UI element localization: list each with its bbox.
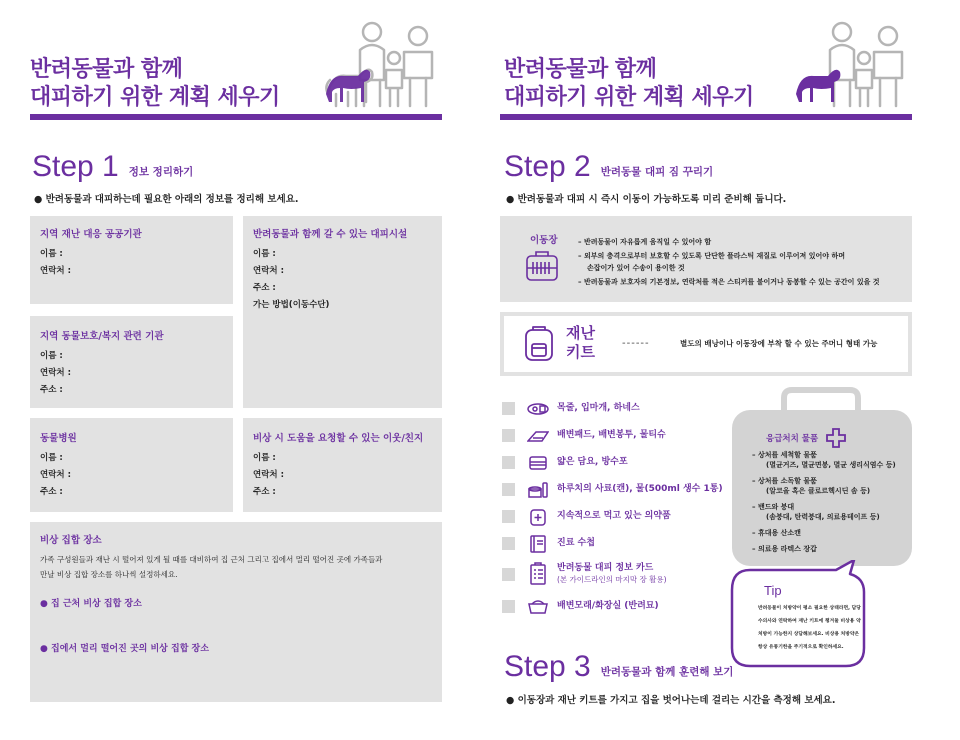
box-hospital-title: 동물병원 <box>40 433 77 444</box>
field-name: 이름 : <box>40 351 63 361</box>
step3-intro-text: 이동장과 재난 키트를 가지고 집을 벗어나는데 걸리는 시간을 측정해 보세요. <box>517 695 836 706</box>
kit-item-label: 목줄, 입마개, 하네스 <box>557 403 640 413</box>
field-address: 주소 : <box>40 487 63 497</box>
kit-item-label: 진료 수첩 <box>557 538 595 548</box>
box-neighbor[interactable] <box>243 418 442 512</box>
kit-item[interactable] <box>502 395 723 422</box>
step1-intro-text: 반려동물과 대피하는데 필요한 아래의 정보를 정리해 보세요. <box>45 194 299 205</box>
firstaid-item: – 상처를 소독할 물품 <box>752 477 817 485</box>
step1-word: Step 1 <box>32 150 119 183</box>
box-neighbor-title: 비상 시 도움을 요청할 수 있는 이웃/친지 <box>253 433 424 444</box>
firstaid-item: – 휴대용 산소캔 <box>752 529 801 537</box>
box-shelter-title: 반려동물과 함께 갈 수 있는 대피시설 <box>253 229 408 240</box>
left-page-title <box>30 56 280 112</box>
medical-cross-icon <box>826 428 846 448</box>
step1-intro: ● 반려동물과 대피하는데 필요한 아래의 정보를 정리해 보세요. <box>34 194 299 205</box>
carrier-icon <box>524 248 560 284</box>
notebook-icon <box>527 535 549 553</box>
field-contact: 연락처 : <box>253 470 284 480</box>
backpack-icon <box>522 324 556 362</box>
right-title-line2: 대피하기 위한 계획 세우기 <box>504 85 754 110</box>
meeting-desc-line2: 만날 비상 집합 장소를 하나씩 설정하세요. <box>40 570 178 579</box>
meeting-near-label: 집 근처 비상 집합 장소 <box>51 599 142 609</box>
firstaid-header <box>766 428 846 448</box>
checkbox[interactable] <box>502 402 515 415</box>
kit-item[interactable] <box>502 530 723 557</box>
field-name: 이름 : <box>40 453 63 463</box>
box-shelter[interactable] <box>243 216 442 408</box>
firstaid-item: – 상처를 세척할 물품 <box>752 451 817 459</box>
kit-label-line2: 키트 <box>566 343 595 361</box>
step2-intro-text: 반려동물과 대피 시 즉시 이동이 가능하도록 미리 준비해 둡니다. <box>517 194 787 205</box>
step3-word: Step 3 <box>504 650 591 683</box>
checkbox[interactable] <box>502 429 515 442</box>
box-carrier <box>500 216 912 302</box>
step3-heading <box>504 650 733 684</box>
carrier-point: 외부의 충격으로부터 보호할 수 있도록 단단한 플라스틱 재질로 이루어져 있어야 하며 <box>583 252 845 260</box>
kit-item[interactable] <box>502 557 723 591</box>
collar-icon <box>527 400 549 418</box>
left-title-line2: 대피하기 위한 계획 세우기 <box>30 85 280 110</box>
step2-heading <box>504 150 713 184</box>
box-meeting-place[interactable] <box>30 522 442 702</box>
field-contact: 연락처 : <box>40 368 71 378</box>
field-name: 이름 : <box>253 249 276 259</box>
kit-item[interactable] <box>502 422 723 449</box>
left-title-line1: 반려동물과 함께 <box>30 57 183 82</box>
kit-item-label: 배변패드, 배변봉투, 물티슈 <box>557 430 666 440</box>
kit-item[interactable] <box>502 476 723 503</box>
meeting-far: ● 집에서 멀리 떨어진 곳의 비상 집합 장소 <box>40 644 209 654</box>
field-address: 주소 : <box>40 385 63 395</box>
carrier-points: – 반려동물이 자유롭게 움직일 수 있어야 함 – 외부의 충격으로부터 보호할 수 있도록 단단한 플라스틱 재질로 이루어져 있어야 하며 손잡이가 있어 수송이 용이한 것 – 반려동물과 보호자의 기본정보, 연락처를 적은 스티커를 붙이거나 동봉할 수 있는 공간이 있을 것 <box>578 238 880 286</box>
firstaid-item: – 의료용 라텍스 장갑 <box>752 545 817 553</box>
firstaid-item-sub: (알코올 혹은 클로르헥시딘 솜 등) <box>766 487 871 495</box>
meeting-near: ● 집 근처 비상 집합 장소 <box>40 599 142 609</box>
step2-subtitle: 반려동물 대피 짐 꾸리기 <box>600 165 714 178</box>
blanket-icon <box>527 454 549 472</box>
box-public-title: 지역 재난 대응 공공기관 <box>40 229 142 240</box>
field-contact: 연락처 : <box>40 266 71 276</box>
kit-item[interactable] <box>502 591 723 621</box>
checkbox[interactable] <box>502 456 515 469</box>
box-animal-welfare[interactable] <box>30 316 233 408</box>
firstaid-item-sub: (솜붕대, 탄력붕대, 의료용테이프 등) <box>766 513 880 521</box>
step2-word: Step 2 <box>504 150 591 183</box>
checkbox[interactable] <box>502 483 515 496</box>
kit-item-label: 하루치의 사료(캔), 물(500ml 생수 1통) <box>557 484 723 494</box>
step1-subtitle: 정보 정리하기 <box>128 165 194 178</box>
kit-item-label: 지속적으로 먹고 있는 의약품 <box>557 511 671 521</box>
kit-label-line1: 재난 <box>566 324 595 342</box>
carrier-point: 반려동물과 보호자의 기본정보, 연락처를 적은 스티커를 붙이거나 동봉할 수 있는 공간이 있을 것 <box>583 278 880 286</box>
field-contact: 연락처 : <box>253 266 284 276</box>
field-name: 이름 : <box>253 453 276 463</box>
meeting-title: 비상 집합 장소 <box>40 535 102 546</box>
checkbox[interactable] <box>502 568 515 581</box>
right-title-bar <box>500 114 912 120</box>
kit-item[interactable] <box>502 449 723 476</box>
box-welfare-title: 지역 동물보호/복지 관련 기관 <box>40 331 164 342</box>
meeting-far-label: 집에서 멀리 떨어진 곳의 비상 집합 장소 <box>51 644 209 654</box>
kit-dashes: ------ <box>622 338 650 349</box>
family-with-dog-illustration <box>322 14 442 110</box>
step3-intro: ● 이동장과 재난 키트를 가지고 집을 벗어나는데 걸리는 시간을 측정해 보세요. <box>506 695 836 706</box>
field-address: 주소 : <box>253 487 276 497</box>
checkbox[interactable] <box>502 600 515 613</box>
firstaid-list <box>752 450 896 554</box>
medicine-icon <box>527 508 549 526</box>
kit-banner-inner <box>504 316 908 372</box>
field-contact: 연락처 : <box>40 470 71 480</box>
step1-heading <box>32 150 193 184</box>
box-animal-hospital[interactable] <box>30 418 233 512</box>
carrier-point: 반려동물이 자유롭게 움직일 수 있어야 함 <box>583 238 712 246</box>
kit-item-label: 배변모래/화장실 (반려묘) <box>557 600 659 611</box>
carrier-point-cont: 손잡이가 있어 수송이 용이한 것 <box>587 264 685 272</box>
kit-item-label: 반려동물 대피 정보 카드 <box>557 563 654 573</box>
kit-label <box>566 324 595 362</box>
kit-item-label: 얇은 담요, 방수포 <box>557 457 628 467</box>
litter-icon <box>527 597 549 615</box>
food-icon <box>527 481 549 499</box>
carrier-label: 이동장 <box>530 235 558 246</box>
firstaid-item: – 밴드와 붕대 <box>752 503 795 511</box>
checkbox[interactable] <box>502 510 515 523</box>
right-title-line1: 반려동물과 함께 <box>504 57 657 82</box>
field-name: 이름 : <box>40 249 63 259</box>
checkbox[interactable] <box>502 537 515 550</box>
kit-item-label-wrap <box>557 563 667 585</box>
kit-desc: 별도의 배낭이나 이동장에 부착 할 수 있는 주머니 형태 가능 <box>680 339 878 348</box>
box-public-agency[interactable] <box>30 216 233 304</box>
family-with-dog-illustration <box>792 14 912 110</box>
kit-item[interactable] <box>502 503 723 530</box>
kit-item-list <box>502 395 723 621</box>
right-page-title <box>504 56 754 112</box>
meeting-desc-line1: 가족 구성원들과 재난 시 떨어져 있게 될 때를 대비하여 집 근처 그리고 집에서 멀리 떨어진 곳에 가족들과 <box>40 555 383 564</box>
kit-item-sublabel: (본 가이드라인의 마지막 장 활용) <box>557 575 667 584</box>
field-transport: 가는 방법(이동수단) <box>253 300 330 310</box>
tip-text: 반려동물이 처방약이 평소 필요한 상태라면, 담당 수의사와 연락하여 재난 키트에 챙겨둘 비상용 약 처방이 가능한지 상담해보세요. 비상용 처방약은 항상 유통기한을 주기적으로 확인하세요. <box>758 606 861 650</box>
field-address: 주소 : <box>253 283 276 293</box>
step3-subtitle: 반려동물과 함께 훈련해 보기 <box>600 665 734 678</box>
tip-title: Tip <box>764 583 782 598</box>
card-icon <box>527 562 549 586</box>
kit-banner <box>500 312 912 376</box>
pad-icon <box>527 427 549 445</box>
left-title-bar <box>30 114 442 120</box>
firstaid-title: 응급처치 물품 <box>766 434 819 444</box>
firstaid-item-sub: (멸균거즈, 멸균면봉, 멸균 생리식염수 등) <box>766 461 896 469</box>
step2-intro: ● 반려동물과 대피 시 즉시 이동이 가능하도록 미리 준비해 둡니다. <box>506 194 787 205</box>
